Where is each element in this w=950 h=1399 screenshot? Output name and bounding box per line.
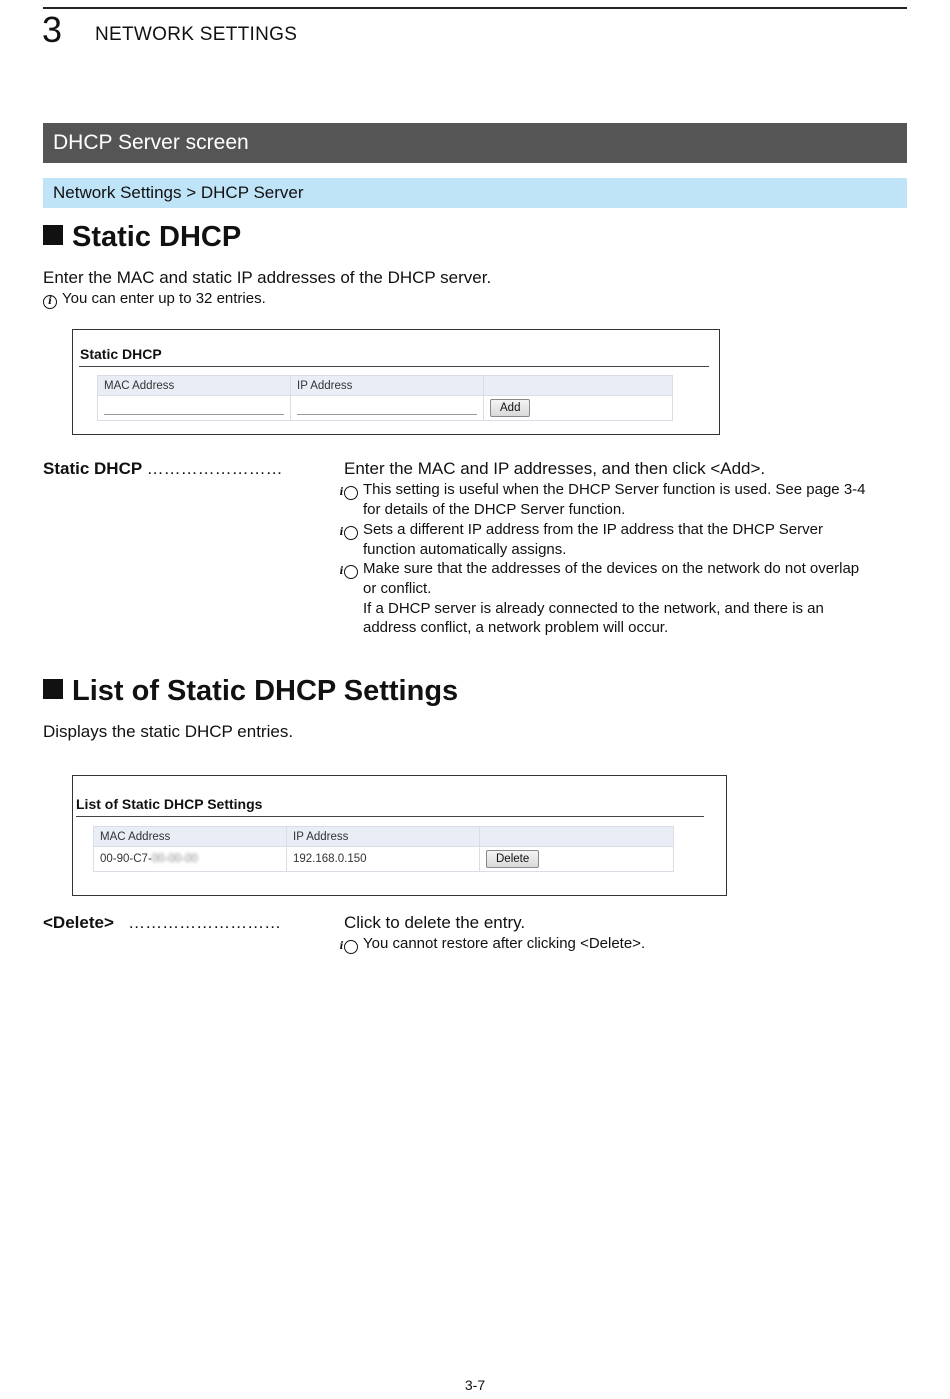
breadcrumb-text: Network Settings > DHCP Server — [53, 183, 304, 202]
column-header-action — [484, 376, 673, 396]
term-delete: <Delete> ……………………… — [43, 913, 282, 932]
note-item: i You cannot restore after clicking <Delete>. — [339, 935, 646, 952]
delete-notes — [339, 934, 909, 954]
static-dhcp-description: Enter the MAC and IP addresses, and then click <Add>. — [344, 459, 766, 478]
screen-title-bar — [43, 123, 907, 163]
screenshot-rule — [79, 366, 709, 367]
chapter-title: NETWORK SETTINGS — [95, 24, 298, 45]
note-item: i Sets a different IP address from the IP address that the DHCP Server function automatically assigns. — [339, 520, 823, 558]
note-continuation: If a DHCP server is already connected to the network, and there is an address conflict, a network problem will occur. — [363, 599, 824, 636]
breadcrumb — [43, 178, 907, 208]
info-icon: i — [344, 565, 358, 579]
term-static-dhcp: Static DHCP …………………… — [43, 459, 283, 478]
static-dhcp-screenshot — [72, 329, 720, 435]
column-header-action — [480, 827, 674, 847]
table-row — [94, 847, 674, 872]
ip-address-input[interactable] — [291, 396, 484, 421]
cell-ip: 192.168.0.150 — [287, 847, 480, 872]
square-bullet-icon — [43, 679, 63, 699]
static-dhcp-intro: Enter the MAC and static IP addresses of the DHCP server. — [43, 268, 492, 287]
column-header-mac: MAC Address — [94, 827, 287, 847]
chapter-number: 3 — [42, 9, 63, 50]
screenshot-title: List of Static DHCP Settings — [76, 796, 263, 812]
note-item: i This setting is useful when the DHCP Server function is used. See page 3-4 for details of the DHCP Server function. — [339, 481, 866, 518]
column-header-ip: IP Address — [287, 827, 480, 847]
info-icon: i — [344, 940, 358, 954]
page-number: 3-7 — [464, 1377, 486, 1393]
screen-title: DHCP Server screen — [53, 131, 249, 154]
section-heading-static-dhcp: Static DHCP — [43, 221, 241, 254]
delete-description: Click to delete the entry. — [344, 913, 526, 932]
column-header-ip: IP Address — [291, 376, 484, 396]
cell-mac: 00-90-C7-00-00-00 — [94, 847, 287, 872]
list-screenshot — [72, 775, 727, 896]
header-rule — [43, 7, 907, 9]
info-icon: i — [43, 295, 57, 309]
static-dhcp-note: i You can enter up to 32 entries. — [43, 290, 266, 309]
screenshot-rule — [76, 816, 704, 817]
info-icon: i — [344, 486, 358, 500]
static-dhcp-table — [97, 375, 673, 421]
list-intro: Displays the static DHCP entries. — [43, 722, 294, 741]
mac-address-input[interactable] — [98, 396, 291, 421]
redacted-mac: 00-00-00 — [151, 853, 198, 865]
delete-button[interactable]: Delete — [486, 850, 539, 868]
section-heading-list: List of Static DHCP Settings — [43, 675, 458, 708]
static-dhcp-notes — [339, 480, 909, 638]
note-item: i Make sure that the addresses of the devices on the network do not overlap or conflict. — [339, 560, 860, 597]
square-bullet-icon — [43, 225, 63, 245]
list-table — [93, 826, 674, 872]
add-button[interactable]: Add — [490, 399, 530, 417]
column-header-mac: MAC Address — [98, 376, 291, 396]
screenshot-title: Static DHCP — [80, 346, 162, 362]
info-icon: i — [344, 526, 358, 540]
